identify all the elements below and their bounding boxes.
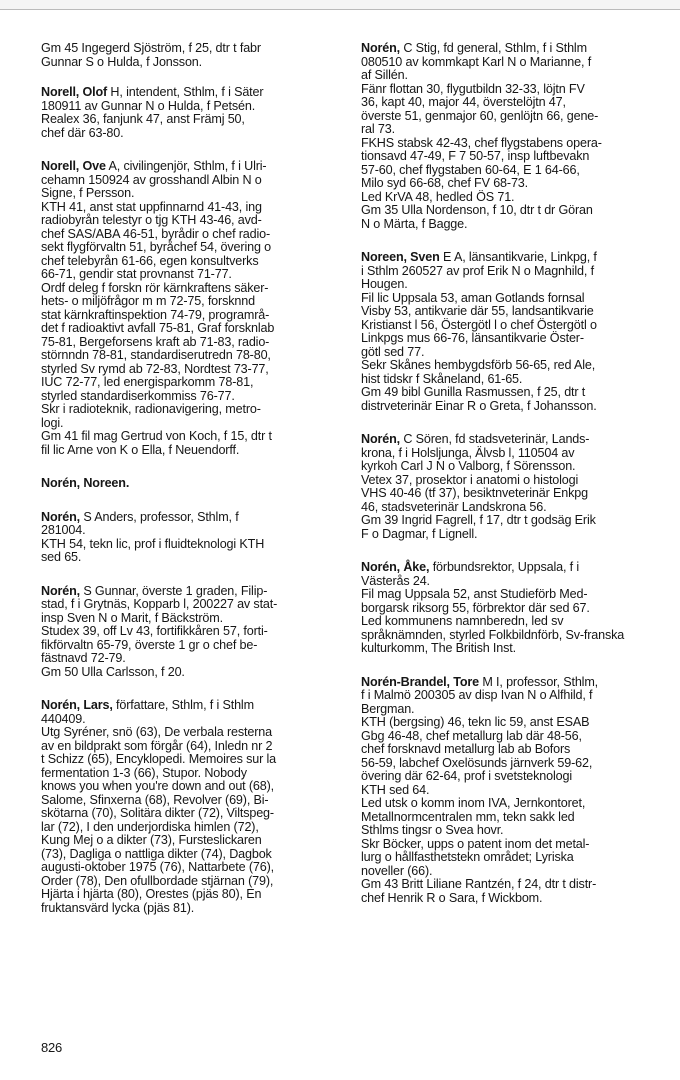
entry-text: E A, länsantikvarie, Linkpg, f bbox=[439, 250, 597, 264]
entry-line: Milo syd 66-68, chef FV 68-73. bbox=[361, 176, 528, 190]
entry-line: fruktansvärd lycka (pjäs 81). bbox=[41, 900, 195, 915]
entry-line: 57-60, chef flygstaben 60-64, E 1 64-66, bbox=[361, 162, 580, 177]
entry-line: störnndn 78-81, standardiserutredn 78-80, bbox=[41, 348, 271, 362]
entry-line: stad, f i Grytnäs, Kopparb l, 200227 av stat- bbox=[41, 597, 278, 611]
entry-line: chef forsknavd metallurg lab ab Bofors bbox=[361, 742, 571, 756]
entry-line: F o Dagmar, f Lignell. bbox=[361, 526, 478, 541]
entry-line: 080510 av kommkapt Karl N o Marianne, f bbox=[361, 54, 592, 69]
entry-noren-gunnar bbox=[41, 585, 339, 680]
entry-line: Sthlms tingsr o Svea hovr. bbox=[361, 823, 504, 837]
entry-line: N o Märta, f Bagge. bbox=[361, 216, 468, 231]
entry-line: Bergman. bbox=[361, 701, 415, 716]
entry-line: 281004. bbox=[41, 523, 86, 537]
entry-line: chef där 63-80. bbox=[41, 125, 124, 140]
entry-line: FKHS stabsk 42-43, chef flygstabens opera- bbox=[361, 135, 602, 150]
entry-line: (73), Dagliga o nattliga dikter (74), Dagbok bbox=[41, 846, 272, 861]
entry-text: C Stig, fd general, Sthlm, f i Sthlm bbox=[399, 41, 587, 55]
entry-line: överste 51, genmajor 60, genlöjtn 66, gene- bbox=[361, 108, 599, 123]
entry-line: 75-81, Bergeforsens kraft ab 71-83, radio- bbox=[41, 334, 270, 349]
entry-line: insp Sven N o Marit, f Bäckström. bbox=[41, 610, 223, 625]
entry-noren-noreen bbox=[41, 477, 339, 491]
entry-name: Norén, Noreen. bbox=[41, 476, 130, 490]
entry-line: Metallnormcentralen mm, tekn sakk led bbox=[361, 809, 575, 824]
entry-line: Kristianst l 56, Östergötl l o chef Östergötl o bbox=[361, 317, 597, 332]
entry-line: Studex 39, off Lv 43, fortifikkåren 57, forti- bbox=[41, 624, 268, 638]
entry-line: Visby 53, antikvarie där 55, landsantikvarie bbox=[361, 304, 594, 318]
entry-name: Norén-Brandel, Tore bbox=[361, 674, 479, 689]
entry-line: 440409. bbox=[41, 711, 86, 726]
entry-noren-stig bbox=[361, 42, 659, 231]
entry-continuation bbox=[41, 42, 339, 69]
entry-name: Norén, bbox=[361, 41, 400, 55]
entry-line: 180911 av Gunnar N o Hulda, f Petsén. bbox=[41, 98, 256, 113]
entry-line: t Schizz (65), Encyklopedi. Memoires sur la bbox=[41, 752, 277, 766]
entry-line: Gm 43 Britt Liliane Rantzén, f 24, dtr t distr- bbox=[361, 877, 597, 891]
page-top-edge bbox=[0, 0, 680, 10]
entry-line: Utg Syréner, snö (63), De verbala resterna bbox=[41, 725, 272, 739]
entry-line: Fil lic Uppsala 53, aman Gotlands fornsal bbox=[361, 290, 585, 305]
entry-line: Gm 50 Ulla Carlsson, f 20. bbox=[41, 664, 185, 679]
entry-text: författare, Sthlm, f i Sthlm bbox=[112, 698, 254, 712]
entry-line: Order (78), Den ofullbordade stjärnan (79), bbox=[41, 873, 274, 888]
entry-line: Hjärta i hjärta (80), Orestes (pjäs 80), En bbox=[41, 887, 262, 901]
left-column bbox=[41, 42, 339, 935]
entry-line: fikförvaltn 65-79, överste 1 gr o chef be- bbox=[41, 637, 258, 652]
entry-line: Skr Böcker, upps o patent inom det metal- bbox=[361, 836, 590, 851]
entry-name: Norén, bbox=[361, 432, 400, 446]
entry-line: 56-59, labchef Oxelösunds järnverk 59-62, bbox=[361, 755, 593, 770]
entry-line: Gunnar S o Hulda, f Jonsson. bbox=[41, 54, 203, 69]
entry-line: distrveterinär Einar R o Greta, f Johansson. bbox=[361, 398, 597, 413]
entry-line: Led utsk o komm inom IVA, Jernkontoret, bbox=[361, 796, 586, 810]
entry-line: Ordf deleg f forskn rör kärnkraftens säker- bbox=[41, 280, 269, 295]
entry-line: KTH 54, tekn lic, prof i fluidteknologi KTH bbox=[41, 536, 265, 551]
entry-line: Led KrVA 48, hedled ÖS 71. bbox=[361, 189, 515, 204]
entry-line: 46, stadsveterinär Landskrona 56. bbox=[361, 499, 547, 514]
entry-line: sed 65. bbox=[41, 550, 82, 564]
entry-name: Norell, Ove bbox=[41, 159, 106, 173]
entry-line: Salome, Sfinxerna (68), Revolver (69), Bi- bbox=[41, 792, 269, 807]
entry-line: radiobyrån telestyr o tjg KTH 43-46, avd- bbox=[41, 213, 262, 227]
entry-line: kulturkomm, The British Inst. bbox=[361, 641, 516, 655]
entry-line: cehamn 150924 av grosshandl Albin N o bbox=[41, 172, 262, 187]
entry-text: förbundsrektor, Uppsala, f i bbox=[429, 560, 579, 574]
entry-text: M I, professor, Sthlm, bbox=[478, 674, 599, 689]
entry-line: fermentation 1-3 (66), Stupor. Nobody bbox=[41, 765, 247, 780]
entry-line: augusti-oktober 1975 (76), Nattarbete (76), bbox=[41, 860, 274, 874]
entry-norell-olof bbox=[41, 86, 339, 140]
entry-line: av en bildprakt som förgår (64), Inledn nr 2 bbox=[41, 738, 273, 753]
entry-line: f i Malmö 200305 av disp Ivan N o Alfhild, f bbox=[361, 688, 593, 702]
entry-line: språknämnden, styrled Folkbildnförb, Sv-franska bbox=[361, 627, 625, 642]
entry-line: krona, f i Holsljunga, Älvsb l, 110504 av bbox=[361, 445, 575, 460]
entry-noren-lars bbox=[41, 699, 339, 915]
entry-line: chef telebyrån 61-66, egen konsultverks bbox=[41, 253, 259, 268]
entry-line: chef SAS/ABA 46-51, byrådir o chef radio- bbox=[41, 226, 271, 241]
entry-name: Norén, Lars, bbox=[41, 698, 113, 712]
entry-line: IUC 72-77, led energisparkomm 78-81, bbox=[41, 375, 254, 389]
entry-line: af Sillén. bbox=[361, 68, 408, 82]
entry-line: Fänr flottan 30, flygutbildn 32-33, löjtn FV bbox=[361, 81, 585, 96]
entry-line: logi. bbox=[41, 415, 64, 430]
entry-name: Norén, Åke, bbox=[361, 560, 430, 574]
entry-line: 36, kapt 40, major 44, överstelöjtn 47, bbox=[361, 95, 566, 109]
entry-line: Signe, f Persson. bbox=[41, 186, 135, 200]
entry-line: Sekr Skånes hembygdsförb 56-65, red Ale, bbox=[361, 358, 596, 372]
entry-line: Gm 35 Ulla Nordenson, f 10, dtr t dr Göran bbox=[361, 203, 593, 217]
entry-line: Led kommunens namnberedn, led sv bbox=[361, 614, 564, 628]
entry-line: tionsavd 47-49, F 7 50-57, insp luftbevakn bbox=[361, 149, 590, 163]
entry-line: 66-71, gendir stat provnanst 71-77. bbox=[41, 267, 232, 281]
entry-line: Linkpgs mus 66-76, länsantikvarie Öster- bbox=[361, 331, 584, 345]
entry-text: A, civilingenjör, Sthlm, f i Ulri- bbox=[105, 159, 267, 173]
entry-line: det f radioaktivt avfall 75-81, Graf forsknlab bbox=[41, 321, 275, 335]
entry-name: Noreen, Sven bbox=[361, 250, 440, 264]
entry-line: borgarsk riksorg 55, förbrektor där sed 67. bbox=[361, 600, 590, 615]
entry-line: ral 73. bbox=[361, 122, 395, 136]
entry-line: lurg o hållfasthetstekn området; Lyriska bbox=[361, 850, 574, 864]
entry-line: fil lic Arne von K o Ella, f Neuendorff. bbox=[41, 442, 240, 457]
entry-line: Kung Mej o a dikter (73), Fursteslickaren bbox=[41, 833, 262, 847]
entry-noren-soren bbox=[361, 433, 659, 541]
entry-noren-brandel-tore bbox=[361, 676, 659, 906]
entry-line: KTH 41, anst stat uppfinnarnd 41-43, ing bbox=[41, 199, 262, 214]
entry-line: KTH sed 64. bbox=[361, 782, 430, 797]
entry-line: Gm 49 bibl Gunilla Rasmussen, f 25, dtr t bbox=[361, 385, 586, 399]
entry-line: övering där 62-64, prof i svetsteknologi bbox=[361, 769, 573, 783]
entry-name: Norén, bbox=[41, 583, 80, 598]
entry-line: Gm 41 fil mag Gertrud von Koch, f 15, dtr t bbox=[41, 429, 272, 443]
entry-line: götl sed 77. bbox=[361, 344, 425, 359]
entry-noreen-sven bbox=[361, 251, 659, 413]
entry-line: lar (72), I den underjordiska himlen (72), bbox=[41, 819, 259, 834]
entry-line: VHS 40-46 (tf 37), besiktnveterinär Enkpg bbox=[361, 486, 588, 500]
entry-line: Vetex 37, prosektor i anatomi o histologi bbox=[361, 472, 579, 487]
entry-line: stat kärnkraftinspektion 74-79, programrå- bbox=[41, 307, 270, 322]
entry-line: knows you when you're down and out (68), bbox=[41, 779, 275, 793]
entry-line: Gm 39 Ingrid Fagrell, f 17, dtr t godsäg Erik bbox=[361, 513, 596, 527]
entry-name: Norell, Olof bbox=[41, 85, 108, 99]
entry-line: Gbg 46-48, chef metallurg lab där 48-56, bbox=[361, 728, 582, 743]
entry-noren-ake bbox=[361, 561, 659, 656]
entry-line: i Sthlm 260527 av prof Erik N o Magnhild, f bbox=[361, 263, 594, 278]
entry-text: C Sören, fd stadsveterinär, Lands- bbox=[399, 432, 590, 446]
entry-line: Realex 36, fanjunk 47, anst Främj 50, bbox=[41, 112, 245, 126]
entry-line: Skr i radioteknik, radionavigering, metro- bbox=[41, 402, 261, 416]
page-number: 826 bbox=[41, 1040, 63, 1055]
entry-noren-anders bbox=[41, 511, 339, 565]
entry-line: styrled standardiserkommiss 76-77. bbox=[41, 388, 235, 403]
entry-line: kyrkoh Carl J N o Valborg, f Sörensson. bbox=[361, 459, 576, 473]
entry-name: Norén, bbox=[41, 509, 80, 524]
entry-line: fästnavd 72-79. bbox=[41, 651, 126, 665]
entry-line: Fil mag Uppsala 52, anst Studieförb Med- bbox=[361, 587, 588, 601]
entry-line: noveller (66). bbox=[361, 863, 433, 878]
entry-norell-ove bbox=[41, 160, 339, 457]
entry-line: chef Henrik R o Sara, f Wickbom. bbox=[361, 890, 543, 905]
entry-line: hist tidskr f Skåneland, 61-65. bbox=[361, 371, 523, 386]
entry-text: H, intendent, Sthlm, f i Säter bbox=[107, 85, 264, 99]
entry-line: Hougen. bbox=[361, 277, 408, 291]
entry-line: hets- o miljöfrågor m m 72-75, forsknnd bbox=[41, 294, 255, 308]
entry-text: S Anders, professor, Sthlm, f bbox=[79, 509, 239, 524]
entry-line: KTH (bergsing) 46, tekn lic 59, anst ESAB bbox=[361, 715, 590, 729]
entry-line: skötarna (70), Solitära dikter (72), Viltspeg- bbox=[41, 806, 274, 820]
entry-line: Gm 45 Ingegerd Sjöström, f 25, dtr t fabr bbox=[41, 41, 261, 55]
right-column bbox=[361, 42, 659, 925]
entry-line: styrled Sv rymd ab 72-83, Nordtest 73-77, bbox=[41, 361, 269, 376]
entry-line: Västerås 24. bbox=[361, 573, 430, 588]
entry-text: S Gunnar, överste 1 graden, Filip- bbox=[79, 583, 268, 598]
entry-line: sekt flygförvaltn 51, byråchef 54, övering o bbox=[41, 240, 272, 254]
